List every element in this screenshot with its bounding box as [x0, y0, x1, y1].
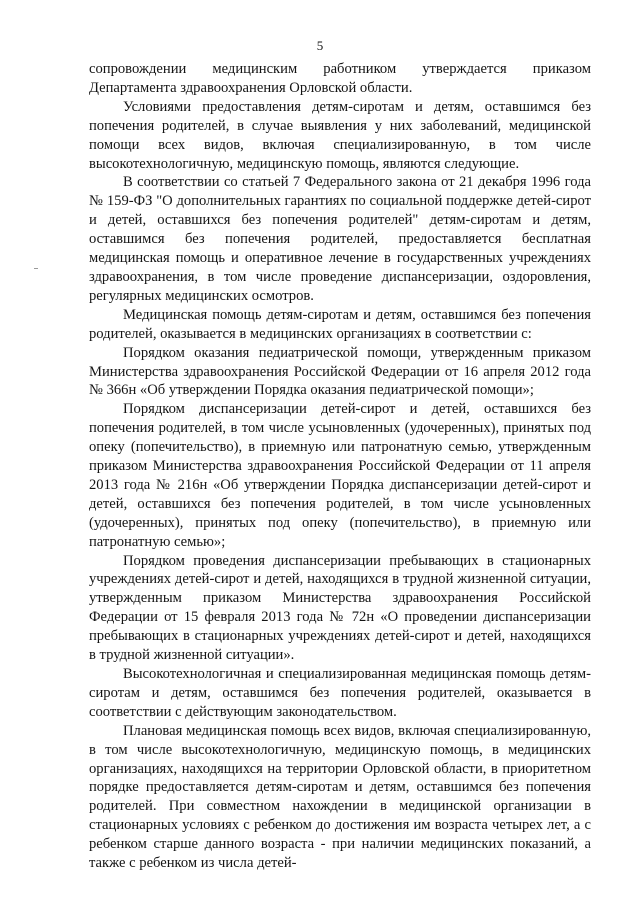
paragraph-federal-law: В соответствии со статьей 7 Федерального закона от 21 декабря 1996 года № 159-ФЗ "О дополнительных гарантиях по социальной поддержке детей-сирот и детей, оставшихся без попечения родителей" детям-сиротам и детям, оставшимся без попечения родителей, предоставляется бесплатная медицинская помощь и оперативное лечение в государственных учреждениях здравоохранения, в том числе проведение диспансеризации, оздоровления, регулярных медицинских осмотров.: [89, 174, 591, 304]
document-body: [89, 60, 591, 873]
paragraph-medical-organizations: Медицинская помощь детям-сиротам и детям, оставшимся без попечения родителей, оказывается в медицинских организациях в соответствии с:: [89, 306, 591, 342]
paragraph-continuation: сопровождении медицинским работником утверждается приказом Департамента здравоохранения Орловской области.: [89, 61, 591, 96]
paragraph-planned-care: Плановая медицинская помощь всех видов, включая специализированную, в том числе высокотехнологичную, медицинскую помощь, в медицинских организациях, находящихся на территории Орловской области, в приоритетном порядке предоставляется детям-сиротам и детям, оставшимся без попечения родителей. При совместном нахождении в медицинской организации в стационарных условиях с ребенком до достижения им возраста четырех лет, а с ребенком старше данного возраста - при наличии медицинских показаний, а также с ребенком из числа детей-: [89, 722, 591, 872]
page-number: 5: [316, 38, 324, 53]
paragraph-stationary-dispensary-order: Порядком проведения диспансеризации пребывающих в стационарных учреждениях детей-сирот и детей, находящихся в трудной жизненной ситуации, утвержденным приказом Министерства здравоохранения Российской Федерации от 15 февраля 2013 года № 72н «О проведении диспансеризации пребывающих в стационарных учреждениях детей-сирот и детей, находящихся в трудной жизненной ситуации».: [89, 552, 591, 664]
scan-artifact-mark: [34, 268, 38, 269]
paragraph-conditions: Условиями предоставления детям-сиротам и детям, оставшимся без попечения родителей, в случае выявления у них заболеваний, медицинской помощи всех видов, включая специализированную, в том числе высокотехнологичную, медицинскую помощь, являются следующие.: [89, 98, 591, 172]
paragraph-high-tech-care: Высокотехнологичная и специализированная медицинская помощь детям-сиротам и детям, оставшимся без попечения родителей, оказывается в соответствии с действующим законодательством.: [89, 666, 591, 720]
paragraph-pediatric-order: Порядком оказания педиатрической помощи, утвержденным приказом Министерства здравоохранения Российской Федерации от 16 апреля 2012 года № 366н «Об утверждении Порядка оказания педиатрической помощи»;: [89, 344, 591, 399]
paragraph-dispensary-order: Порядком диспансеризации детей-сирот и детей, оставшихся без попечения родителей, в том числе усыновленных (удочеренных), принятых под опеку (попечительство), в приемную или патронатную семью, утвержденным приказом Министерства здравоохранения Российской Федерации от 11 апреля 2013 года № 216н «Об утверждении Порядка диспансеризации детей-сирот и детей, оставшихся без попечения родителей, в том числе усыновленных (удочеренных), принятых под опеку (попечительство), в приемную или патронатную семью»;: [89, 401, 591, 550]
